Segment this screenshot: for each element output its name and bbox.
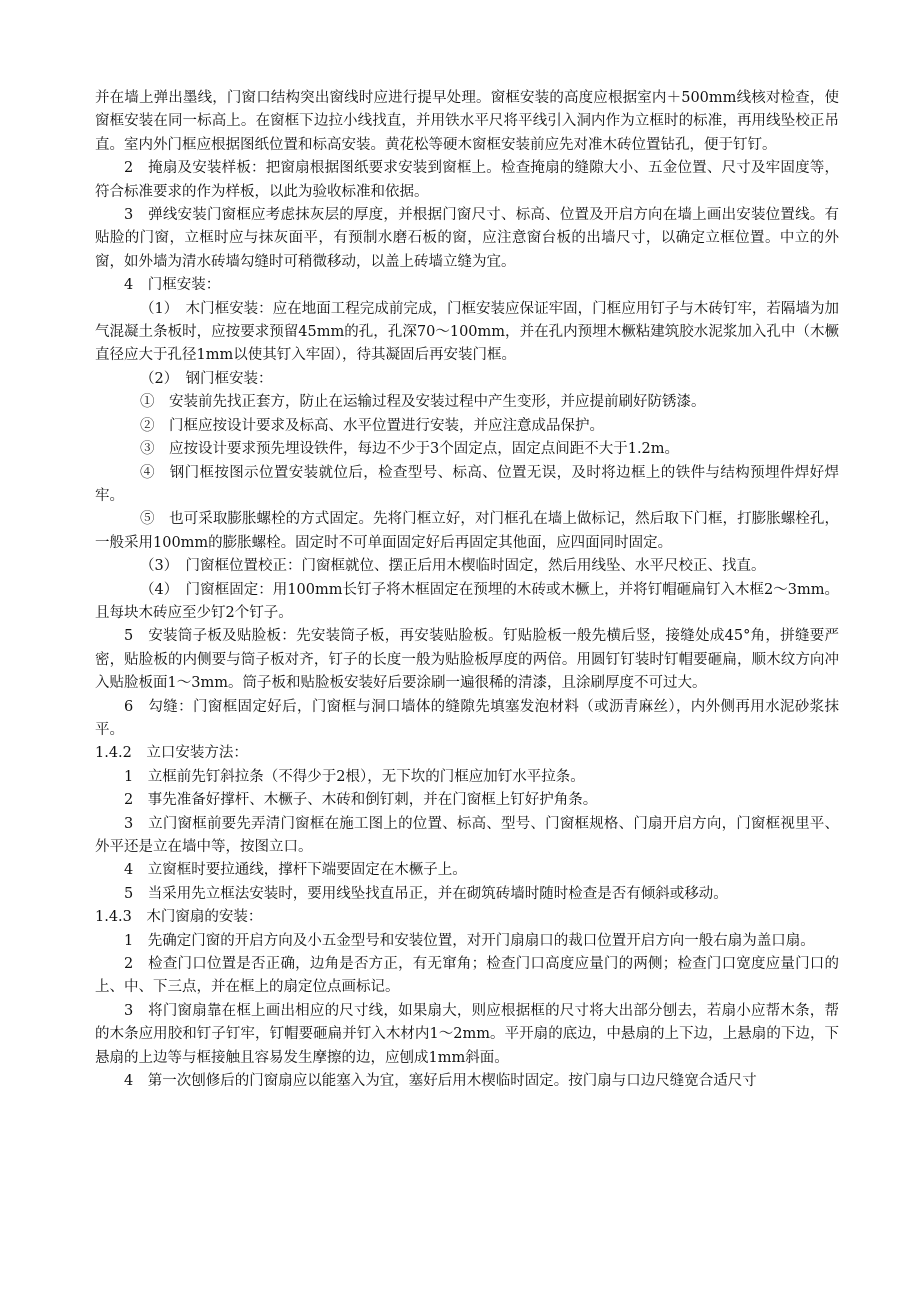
paragraph-circle-5: ⑤ 也可采取膨胀螺栓的方式固定。先将门框立好，对门框孔在墙上做标记，然后取下门框，打膨胀螺栓孔，一般采用100mm的膨胀螺栓。固定时不可单面固定好后再固定其他面，应四面同时固定。: [95, 511, 839, 551]
paragraph-item-3: 3 弹线安装门窗框应考虑抹灰层的厚度，并根据门窗尺寸、标高、位置及开启方向在墙上画出安装位置线。有贴脸的门窗，立框时应与抹灰面平，有预制水磨石板的窗，应注意窗台板的出墙尺寸，以确定立框位置。中立的外窗，如外墙为清水砖墙勾缝时可稍微移动，以盖上砖墙立缝为宜。: [95, 207, 839, 270]
paragraph-1-4-3-item-4: 4 第一次刨修后的门窗扇应以能塞入为宜，塞好后用木楔临时固定。按门扇与口边尺缝宽合适尺寸: [124, 1073, 757, 1090]
paragraph-circle-1: ① 安装前先找正套方，防止在运输过程及安装过程中产生变形，并应提前刷好防锈漆。: [140, 394, 706, 411]
paragraph-1-4-3-item-3: 3 将门窗扇靠在框上画出相应的尺寸线，如果扇大，则应根据框的尺寸将大出部分刨去，若扇小应帮木条，帮的木条应用胶和钉子钉牢，钉帽要砸扁并钉入木材内1～2mm。平开扇的底边，中悬扇的上下边，上悬扇的下边，下悬扇的上边等与框接触且容易发生摩擦的边，应刨成1mm斜面。: [95, 1002, 839, 1066]
paragraph-item-4: 4 门框安装：: [124, 277, 221, 294]
document-page: [95, 87, 839, 1093]
paragraph-sub-2: （2） 钢门框安装：: [140, 370, 273, 387]
section-heading-1-4-2: 1.4.2 立口安装方法：: [95, 745, 248, 762]
paragraph-1-4-3-item-2: 2 检查门口位置是否正确，边角是否方正，有无窜角；检查门口高度应量门的两侧；检查门口宽度应量门口的上、中、下三点，并在框上的扇定位点画标记。: [95, 956, 839, 996]
paragraph-item-5: 5 安装筒子板及贴脸板：先安装筒子板，再安装贴脸板。钉贴脸板一般先横后竖，接缝处成45°角，拼缝要严密，贴脸板的内侧要与筒子板对齐，钉子的长度一般为贴脸板厚度的两倍。用圆钉钉装时钉帽要砸扁，顺木纹方向冲入贴脸板面1～3mm。筒子板和贴脸板安装好后要涂刷一遍很稀的清漆，且涂刷厚度不可过大。: [95, 628, 839, 692]
paragraph-circle-4: ④ 钢门框按图示位置安装就位后，检查型号、标高、位置无误，及时将边框上的铁件与结构预埋件焊好焊牢。: [95, 464, 839, 504]
paragraph-1-4-2-item-3: 3 立门窗框前要先弄清门窗框在施工图上的位置、标高、型号、门窗框规格、门扇开启方向，门窗框视里平、外平还是立在墙中等，按图立口。: [95, 815, 839, 855]
section-heading-1-4-3: 1.4.3 木门窗扇的安装：: [95, 909, 263, 926]
paragraph-1-4-3-item-1: 1 先确定门窗的开启方向及小五金型号和安装位置，对开门扇扇口的裁口位置开启方向一般右扇为盖口扇。: [124, 932, 815, 949]
paragraph-continued: 并在墙上弹出墨线，门窗口结构突出窗线时应进行提早处理。窗框安装的高度应根据室内＋500mm线核对检查，使窗框安装在同一标高上。在窗框下边拉小线找直，并用铁水平尺将平线引入洞内作为立框时的标准，再用线坠校正吊直。室内外门框应根据图纸位置和标高安装。黄花松等硬木窗框安装前应先对准木砖位置钻孔，便于钉钉。: [95, 90, 839, 153]
paragraph-1-4-2-item-2: 2 事先准备好撑杆、木橛子、木砖和倒钉刺，并在门窗框上钉好护角条。: [124, 792, 598, 809]
paragraph-sub-4: （4） 门窗框固定：用100mm长钉子将木框固定在预埋的木砖或木橛上，并将钉帽砸扁钉入木框2～3mm。且每块木砖应至少钉2个钉子。: [95, 581, 839, 621]
paragraph-sub-3: （3） 门窗框位置校正：门窗框就位、摆正后用木楔临时固定，然后用线坠、水平尺校正、找直。: [140, 558, 766, 575]
paragraph-item-6: 6 勾缝：门窗框固定好后，门窗框与洞口墙体的缝隙先填塞发泡材料（或沥青麻丝），内外侧再用水泥砂浆抹平。: [95, 698, 839, 738]
paragraph-1-4-2-item-4: 4 立窗框时要拉通线，撑杆下端要固定在木橛子上。: [124, 862, 467, 879]
paragraph-item-2: 2 掩扇及安装样板：把窗扇根据图纸要求安装到窗框上。检查掩扇的缝隙大小、五金位置、尺寸及牢固度等，符合标准要求的作为样板，以此为验收标准和依据。: [95, 160, 839, 200]
paragraph-sub-1: （1） 木门框安装：应在地面工程完成前完成，门框安装应保证牢固，门框应用钉子与木砖钉牢，若隔墙为加气混凝土条板时，应按要求预留45mm的孔，孔深70～100mm，并在孔内预埋木橛粘建筑胶水泥浆加入孔中（木橛直径应大于孔径1mm以使其钉入牢固），待其凝固后再安装门框。: [95, 300, 839, 364]
paragraph-circle-2: ② 门框应按设计要求及标高、水平位置进行安装，并应注意成品保护。: [140, 417, 604, 434]
paragraph-1-4-2-item-5: 5 当采用先立框法安装时，要用线坠找直吊正，并在砌筑砖墙时随时检查是否有倾斜或移动。: [124, 885, 728, 902]
paragraph-1-4-2-item-1: 1 立框前先钉斜拉条（不得少于2根），无下坎的门框应加钉水平拉条。: [124, 768, 585, 785]
paragraph-circle-3: ③ 应按设计要求预先埋设铁件，每边不少于3个固定点，固定点间距不大于1.2m。: [140, 441, 680, 458]
